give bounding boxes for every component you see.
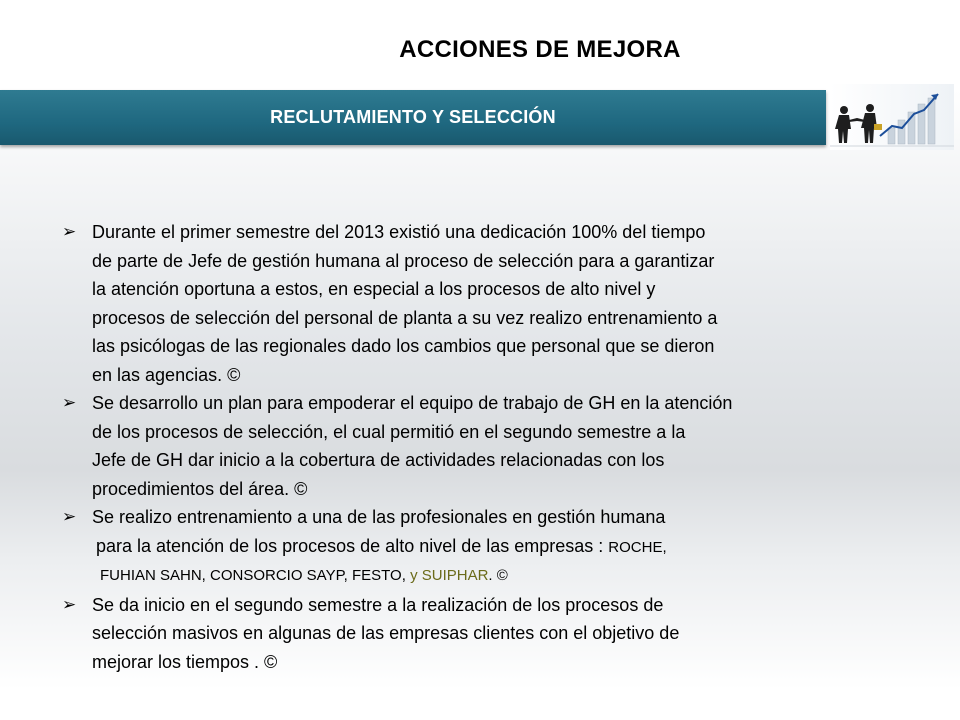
arrow-bullet-icon: ➢ [62, 507, 77, 526]
arrow-bullet-icon: ➢ [62, 222, 77, 241]
text-line: de parte de Jefe de gestión humana al proceso de selección para a garantizar [92, 250, 715, 271]
text-line: procedimientos del área. © [92, 478, 308, 499]
company-name: ROCHE, [608, 538, 667, 556]
text-line: Durante el primer semestre del 2013 existió una dedicación 100% del tiempo [92, 222, 706, 242]
text-line: Jefe de GH dar inicio a la cobertura de actividades relacionadas con los [92, 450, 665, 470]
banner-title: RECLUTAMIENTO Y SELECCIÓN [270, 107, 556, 127]
arrow-bullet-icon: ➢ [62, 393, 77, 412]
text-line: mejorar los tiempos . © [92, 651, 278, 672]
bullet-item [62, 218, 952, 389]
text-line: la atención oportuna a estos, en especial a los procesos de alto nivel y [92, 279, 656, 299]
text-line: en las agencias. © [92, 364, 241, 385]
slide-title: ACCIONES DE MEJORA [399, 36, 681, 63]
text-line: Se da inicio en el segundo semestre a la realización de los procesos de [92, 594, 664, 615]
business-handshake-growth-chart-icon [830, 84, 954, 150]
bullet-item [62, 389, 952, 503]
text-line: selección masivos en algunas de las empresas clientes con el objetivo de [92, 623, 680, 643]
text-segment: para la atención de los procesos de alto nivel de las empresas : [96, 535, 609, 556]
company-names: FUHIAN SAHN, CONSORCIO SAYP, FESTO, [100, 567, 411, 584]
text-line: Se realizo entrenamiento a una de las profesionales en gestión humana [92, 507, 666, 527]
text-line [92, 562, 952, 591]
bullet-list [62, 218, 952, 676]
arrow-bullet-icon: ➢ [62, 594, 77, 614]
text-line: de los procesos de selección, el cual permitió en el segundo semestre a la [92, 421, 686, 442]
text-line: procesos de selección del personal de planta a su vez realizo entrenamiento a [92, 307, 718, 328]
section-banner [0, 90, 826, 145]
text-segment: . © [488, 567, 508, 584]
bullet-item [62, 591, 952, 677]
bullet-item [62, 503, 952, 591]
text-line [92, 532, 952, 563]
text-line: las psicólogas de las regionales dado los cambios que personal que se dieron [92, 336, 715, 356]
text-line: Se desarrollo un plan para empoderar el equipo de trabajo de GH en la atención [92, 393, 733, 413]
company-name-highlight: y SUIPHAR [410, 567, 489, 584]
